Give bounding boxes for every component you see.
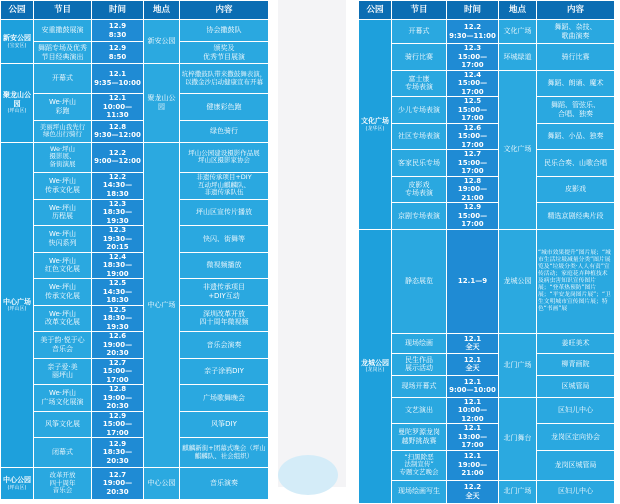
location-cell: 文化广场 [499,70,537,229]
time-cell: 12.4 18:30—19:00 [92,252,144,279]
program-cell: 闭幕式 [34,438,92,468]
header-location: 地点 [144,1,180,20]
time-cell: 12.6 15:00—17:00 [447,123,499,150]
content-cell: 音乐演奏 [180,468,269,500]
content-cell: 柳青画院 [537,353,615,375]
program-cell: We·坪山 历程展 [34,199,92,226]
content-cell: 区妇儿中心 [537,480,615,503]
time-cell: 12.2 9:00—12:00 [92,142,144,172]
time-cell: 12.1 13:00—17:00 [447,424,499,451]
location-cell: 北门广场 [499,333,537,397]
park-xinan: 新安公园 (宝安区) [1,20,34,64]
content-cell: 舞蹈、管弦乐、 合唱、独奏 [537,97,615,124]
content-cell: 区城管局 [537,375,615,397]
time-cell: 12.7 19:00—20:30 [92,468,144,500]
content-cell: 坪山公园建设摄影作品展 坪山区摄影家协会 [180,142,269,172]
program-cell: We·坪山 广场文化展演 [34,385,92,412]
content-cell: 舞蹈、杂技、 歌曲演奏 [537,20,615,44]
time-cell: 12.1 10:00—12:00 [447,397,499,424]
park-julongshan: 聚龙山公园 (坪山区) [1,64,34,143]
content-cell: 绿色骑行 [180,120,269,142]
left-schedule-table [0,0,268,496]
time-cell: 12.9 8:50 [92,42,144,64]
time-cell: 12.3 15:00—17:00 [447,44,499,71]
time-cell: 12.5 14:30—18:30 [92,279,144,306]
content-cell: 音乐会演奏 [180,332,269,359]
program-cell: 风筝文化展 [34,411,92,438]
content-cell: 非遗传承项目 +DIY互动 [180,279,269,306]
content-cell: 民乐合奏、山歌合唱 [537,150,615,177]
location-cell: 聚龙山公园 [144,64,180,143]
content-cell: 风筝DIY [180,411,269,438]
program-cell: 美丽坪山我先行 绿色出行骑行 [34,120,92,142]
location-cell: 北门广场 [499,480,537,503]
time-cell: 12.9 8:30 [92,20,144,42]
program-cell: 现场绘画 [392,333,447,353]
time-cell: 12.4 15:00—17:00 [447,70,499,97]
program-cell: 文艺演出 [392,397,447,424]
program-cell: We·坪山 红色文化展 [34,252,92,279]
program-cell: “扫黑除恶 法制宣传” 专题文艺晚会 [392,450,447,480]
content-cell: 精选京剧经典片段 [537,203,615,230]
content-cell: 非遗传承项目+DIY 互动坪山麒麟队、 非遗传承队伍 [180,172,269,199]
program-cell: 安重撒鼓展演 [34,20,92,42]
right-schedule-table [358,0,614,500]
decorative-arc [278,455,338,495]
header-program: 节目 [34,1,92,20]
content-cell: 颁奖及 优秀节目展演 [180,42,269,64]
location-cell: 中心广场 [144,142,180,468]
program-cell: We·坪山 改革文化展 [34,305,92,332]
content-cell: 骑行比赛 [537,44,615,71]
header-content: 内容 [180,1,269,20]
program-cell: 富士康 专场表演 [392,70,447,97]
header-content: 内容 [537,1,615,20]
program-cell: 亲子爱·美 丽坪山 [34,358,92,385]
location-cell: 龙城公园 [499,229,537,333]
content-cell: 快闪、街舞等 [180,226,269,253]
header-time: 时间 [92,1,144,20]
time-cell: 12.2 9:30—11:00 [447,20,499,44]
time-cell: 12.2 14:30—18:30 [92,172,144,199]
location-cell: 环城绿道 [499,44,537,71]
program-cell: 客家民乐专场 [392,150,447,177]
content-cell: 舞蹈、小品、独奏 [537,123,615,150]
time-cell: 12.1 9:00—10:00 [447,375,499,397]
program-cell: 改革开放 四十周年 音乐会 [34,468,92,500]
program-cell: 现场开幕式 [392,375,447,397]
time-cell: 12.9 15:00—17:00 [92,411,144,438]
program-cell: 京剧专场表演 [392,203,447,230]
time-cell: 12.2 全天 [447,480,499,503]
program-cell: We·坪山 传承文化展 [34,172,92,199]
location-cell: 文化广场 [499,20,537,44]
header-time: 时间 [447,1,499,20]
time-cell: 12.8 19:00—20:30 [92,385,144,412]
page-fold [278,0,346,487]
content-cell: 龙岗区定向协会 [537,424,615,451]
program-cell: We·坪山 快闪系列 [34,226,92,253]
page-gutter [268,0,358,487]
park-longcheng: 龙城公园 (龙岗区) [359,229,392,503]
time-cell: 12.1—9 [447,229,499,333]
location-cell: 新安公园 [144,20,180,64]
time-cell: 12.8 9:30—12:00 [92,120,144,142]
program-cell: 少儿专场表演 [392,97,447,124]
time-cell: 12.3 19:30—20:15 [92,226,144,253]
program-cell: 民生作品 展示活动 [392,353,447,375]
program-cell: 静态展览 [392,229,447,333]
program-cell: 开幕式 [34,64,92,94]
header-location: 地点 [499,1,537,20]
time-cell: 12.1 9:35—10:00 [92,64,144,94]
park-zhongxin: 中心广场 (坪山区) [1,142,34,468]
program-cell: 现场绘画写生 [392,480,447,503]
content-cell: 坪山区宣传片播放 [180,199,269,226]
program-cell: 开幕式 [392,20,447,44]
content-cell: 麒麟新街+团幕式晚会（坪山麒麟队、社会组织） [180,438,269,468]
time-cell: 12.9 18:30—20:30 [92,438,144,468]
time-cell: 12.8 19:00—21:00 [447,176,499,203]
time-cell: 12.3 18:30—19:30 [92,199,144,226]
time-cell: 12.6 19:00—20:30 [92,332,144,359]
content-cell: 协会撒鼓队 [180,20,269,42]
time-cell: 12.1 全天 [447,333,499,353]
header-park: 公园 [359,1,392,20]
content-cell: 深圳改革开放 四十周年微视频 [180,305,269,332]
content-cell: 姜旺美术 [537,333,615,353]
time-cell: 12.1 10:00—11:30 [92,94,144,121]
program-cell: 骑行比赛 [392,44,447,71]
program-cell: We·坪山 摄影展、 备街演展 [34,142,92,172]
content-cell: 亲子涂鸦DIY [180,358,269,385]
content-cell: 区妇儿中心 [537,397,615,424]
time-cell: 12.5 15:00—17:00 [447,97,499,124]
content-cell: 广场歌舞晚会 [180,385,269,412]
content-cell: 微视频播放 [180,252,269,279]
time-cell: 12.1 全天 [447,353,499,375]
content-cell: 龙岗区城管局 [537,450,615,480]
park-zhongxin-gongyuan: 中心公园 (坪山区) [1,468,34,500]
program-cell: We·坪山 传承文化展 [34,279,92,306]
program-cell: 社区专场表演 [392,123,447,150]
content-cell: 皮影戏 [537,176,615,203]
content-cell: 健康彩色跑 [180,94,269,121]
time-cell: 12.1 19:00—21:00 [447,450,499,480]
location-cell: 中心公园 [144,468,180,500]
program-cell: 皮影戏 专场表演 [392,176,447,203]
program-cell: 曼陀罗源龙岗 越野挑战赛 [392,424,447,451]
header-program: 节目 [392,1,447,20]
park-wenhua: 文化广场 (龙华区) [359,20,392,230]
content-cell: 舞蹈、朗诵、魔术 [537,70,615,97]
header-park: 公园 [1,1,34,20]
content-cell: “城市效果提升”图片展；“城市生活垃圾减量分类”图片展览及“垃圾分类·人人有责”宣传活动；家庭花卉种植技术及病虫害知识宣传图片展；“登革热预防”图片展；“平安龙岗图片展”；“卫生文明城市宣传图片展；特色“书画”展 [537,229,615,333]
location-cell: 北门舞台 [499,397,537,480]
time-cell: 12.7 15:00—17:00 [447,150,499,177]
program-cell: We·坪山 彩跑 [34,94,92,121]
time-cell: 12.9 15:00—17:00 [447,203,499,230]
time-cell: 12.7 15:00—17:00 [92,358,144,385]
program-cell: 美于韵·悦于心 音乐会 [34,332,92,359]
program-cell: 舞蹈专场及优秀节目经典演出 [34,42,92,64]
content-cell: 坑梓撒鼓队带来撒鼓舞表演，以撒金沙启动健康宣布开幕 [180,64,269,94]
time-cell: 12.5 18:30—19:30 [92,305,144,332]
